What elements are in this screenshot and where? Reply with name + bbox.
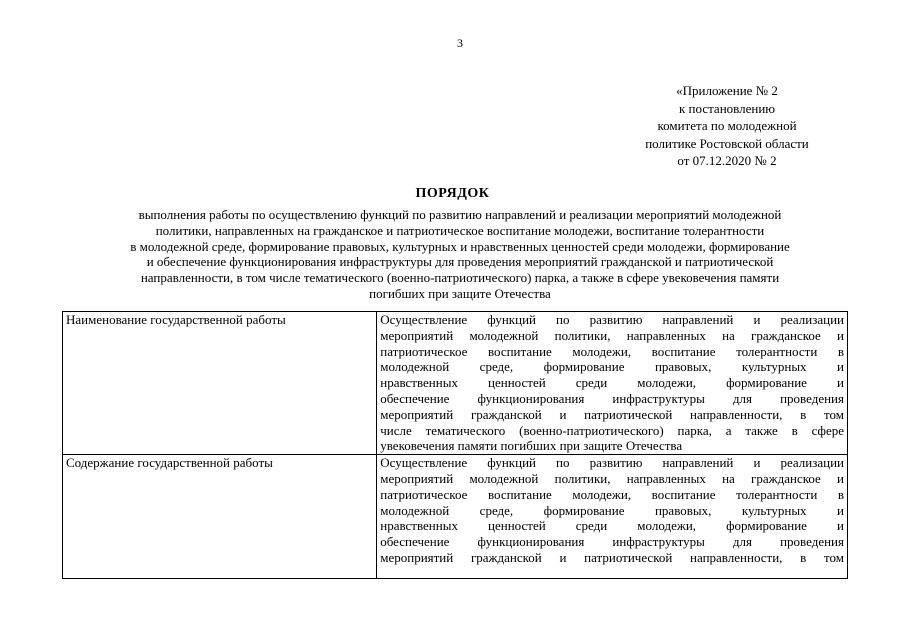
table-row (63, 455, 848, 579)
table-row (63, 312, 848, 455)
value-line: мероприятий гражданской и патриотической направленности, в том (380, 549, 844, 565)
subtitle-line: политики, направленных на гражданское и патриотическое воспитание молодежи, воспитание толерантности (155, 222, 765, 238)
value-line: увековечения памяти погибших при защите Отечества (380, 438, 683, 454)
work-table (62, 311, 848, 579)
value-line: мероприятий молодежной политики, направленных на гражданское и (380, 470, 844, 486)
row-value (377, 312, 848, 455)
appendix-line: к постановлению (678, 100, 776, 116)
value-line: нравственных ценностей среди молодежи, формирование и (380, 375, 844, 391)
document-subtitle (60, 207, 860, 302)
value-line: числе тематического (военно-патриотического) парка, а также в сфере (380, 422, 844, 438)
value-line: Осуществление функций по развитию направлений и реализации (380, 455, 844, 471)
appendix-block (612, 82, 842, 170)
value-line: обеспечение функционирования инфраструктуры для проведения (380, 390, 844, 406)
appendix-line: политике Ростовской области (645, 135, 809, 151)
value-line: молодежной среде, формирование правовых, культурных и (380, 359, 844, 375)
value-line: мероприятий гражданской и патриотической направленности, в том (380, 406, 844, 422)
value-line: молодежной среде, формирование правовых, культурных и (380, 502, 844, 518)
appendix-line: «Приложение № 2 (676, 83, 778, 98)
value-line: патриотическое воспитание молодежи, воспитание толерантности в (380, 486, 844, 502)
document-title: ПОРЯДОК (415, 186, 490, 201)
value-line: нравственных ценностей среди молодежи, формирование и (380, 518, 844, 534)
subtitle-line: в молодежной среде, формирование правовых, культурных и нравственных ценностей среди молодежи, формирование (130, 238, 790, 254)
page-number: 3 (457, 36, 463, 50)
value-line: обеспечение функционирования инфраструктуры для проведения (380, 534, 844, 550)
row-value (377, 455, 848, 579)
subtitle-line: выполнения работы по осуществлению функций по развитию направлений и реализации мероприятий молодежной (138, 207, 782, 222)
value-line: Осуществление функций по развитию направлений и реализации (380, 312, 844, 327)
row-label: Содержание государственной работы (63, 455, 377, 579)
appendix-line: комитета по молодежной (657, 118, 797, 133)
value-line: патриотическое воспитание молодежи, воспитание толерантности в (380, 343, 844, 359)
appendix-line: от 07.12.2020 № 2 (677, 153, 777, 168)
subtitle-line: и обеспечение функционирования инфраструктуры для проведения мероприятий гражданской и патриотической (146, 254, 774, 270)
value-line: мероприятий молодежной политики, направленных на гражданское и (380, 327, 844, 343)
subtitle-line: погибших при защите Отечества (369, 285, 551, 301)
row-label: Наименование государственной работы (63, 312, 377, 455)
subtitle-line: направленности, в том числе тематического (военно-патриотического) парка, а также в сфере увековечения памяти (140, 270, 780, 286)
